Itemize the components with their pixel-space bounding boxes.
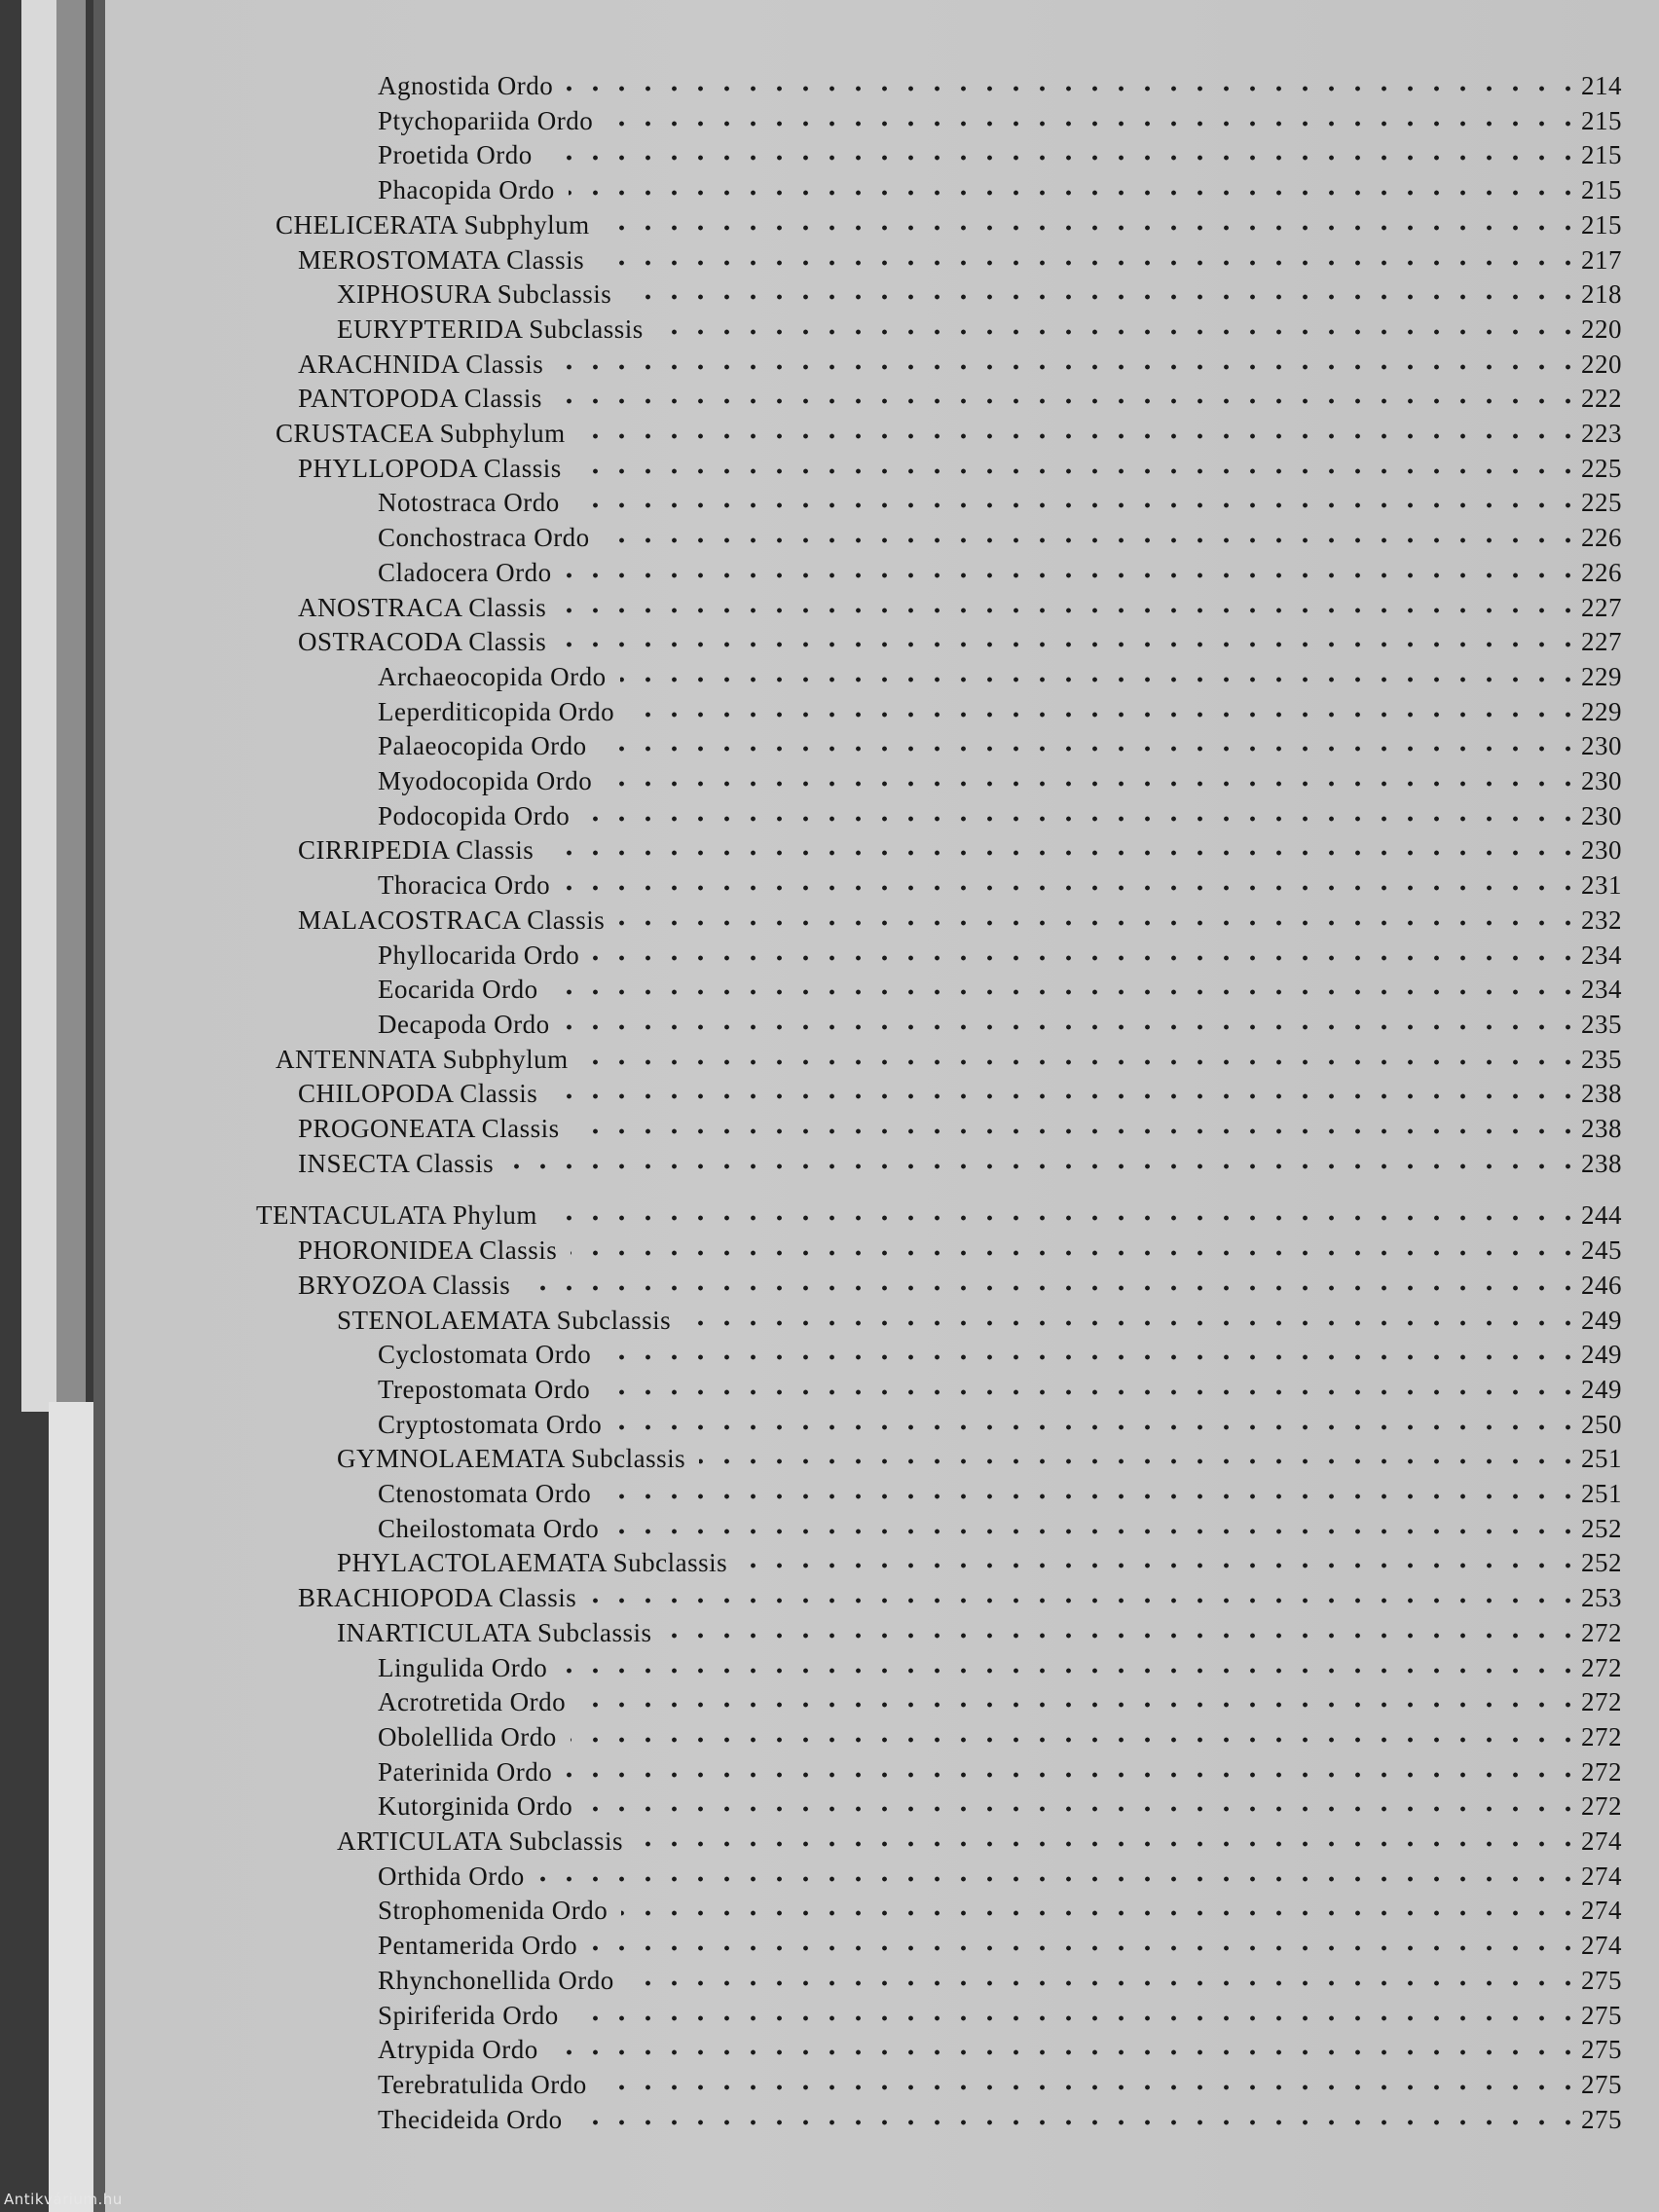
toc-entry bbox=[105, 1476, 1659, 1511]
toc-leader-dots bbox=[551, 1093, 1581, 1099]
toc-entry bbox=[105, 1111, 1659, 1146]
toc-leader-dots bbox=[615, 1424, 1581, 1430]
toc-entry bbox=[105, 590, 1659, 625]
toc-leader-dots bbox=[604, 537, 1581, 543]
toc-entry-title: Paterinida Ordo bbox=[378, 1756, 553, 1787]
toc-page-number: 244 bbox=[1581, 1200, 1622, 1231]
toc-leader-dots bbox=[538, 1876, 1581, 1882]
toc-page-number: 230 bbox=[1581, 835, 1622, 866]
toc-entry-title: PHYLLOPODA Classis bbox=[298, 453, 562, 483]
toc-entry-title: Decapoda Ordo bbox=[378, 1009, 550, 1039]
toc-entry bbox=[105, 2032, 1659, 2067]
toc-entry-title: INARTICULATA Subclassis bbox=[337, 1617, 652, 1647]
toc-leader-dots bbox=[590, 1598, 1581, 1604]
toc-page-number: 272 bbox=[1581, 1617, 1622, 1647]
toc-leader-dots bbox=[657, 329, 1581, 335]
toc-page-number: 274 bbox=[1581, 1896, 1622, 1926]
toc-entry bbox=[105, 347, 1659, 382]
toc-leader-dots bbox=[628, 712, 1581, 718]
toc-leader-dots bbox=[606, 781, 1581, 787]
toc-entry-title: ARTICULATA Subclassis bbox=[337, 1826, 623, 1856]
toc-entry-title: Ptychopariida Ordo bbox=[378, 105, 594, 135]
toc-leader-dots bbox=[612, 1529, 1581, 1534]
toc-entry-title: CHELICERATA Subphylum bbox=[276, 209, 590, 240]
toc-page-number: 275 bbox=[1581, 2069, 1622, 2099]
toc-page-number: 274 bbox=[1581, 1861, 1622, 1891]
toc-entry bbox=[105, 416, 1659, 451]
binding-strip bbox=[21, 0, 56, 1412]
toc-leader-dots bbox=[684, 1320, 1581, 1326]
toc-entry-title: Phacopida Ordo bbox=[378, 175, 555, 205]
toc-leader-dots bbox=[699, 1458, 1581, 1464]
toc-leader-dots bbox=[547, 850, 1581, 856]
toc-entry-title: ANTENNATA Subphylum bbox=[276, 1044, 569, 1074]
toc-page-number: 253 bbox=[1581, 1583, 1622, 1613]
toc-entry bbox=[105, 1580, 1659, 1615]
toc-page-number: 272 bbox=[1581, 1791, 1622, 1822]
toc-page-number: 252 bbox=[1581, 1548, 1622, 1578]
toc-leader-dots bbox=[524, 1285, 1581, 1291]
toc-entry-title: STENOLAEMATA Subclassis bbox=[337, 1305, 672, 1335]
toc-entry-title: Lingulida Ordo bbox=[378, 1652, 548, 1682]
toc-page-number: 275 bbox=[1581, 2000, 1622, 2030]
toc-leader-dots bbox=[607, 121, 1581, 127]
toc-entry bbox=[105, 68, 1659, 103]
toc-entry bbox=[105, 1198, 1659, 1233]
toc-entry-title: Trepostomata Ordo bbox=[378, 1374, 591, 1404]
toc-leader-dots bbox=[579, 433, 1581, 439]
toc-entry bbox=[105, 1511, 1659, 1546]
toc-page-number: 238 bbox=[1581, 1148, 1622, 1178]
toc-entry bbox=[105, 276, 1659, 312]
toc-entry-title: MEROSTOMATA Classis bbox=[298, 244, 585, 275]
toc-page-number: 246 bbox=[1581, 1270, 1622, 1300]
toc-page-number: 230 bbox=[1581, 766, 1622, 795]
toc-leader-dots bbox=[604, 1389, 1581, 1395]
toc-entry bbox=[105, 485, 1659, 520]
binding-strip bbox=[49, 1402, 93, 2212]
toc-entry bbox=[105, 1042, 1659, 1077]
toc-entry bbox=[105, 624, 1659, 659]
toc-leader-dots bbox=[572, 2015, 1581, 2021]
toc-entry-title: CRUSTACEA Subphylum bbox=[276, 419, 566, 448]
toc-page-number: 226 bbox=[1581, 557, 1622, 587]
toc-entry-title: Obolellida Ordo bbox=[378, 1721, 557, 1751]
toc-entry bbox=[105, 1545, 1659, 1580]
toc-page-number: 214 bbox=[1581, 71, 1622, 100]
toc-leader-dots bbox=[566, 572, 1581, 578]
toc-leader-dots bbox=[560, 642, 1581, 647]
toc-leader-dots bbox=[557, 364, 1581, 370]
toc-entry bbox=[105, 520, 1659, 555]
toc-entry-title: Phyllocarida Ordo bbox=[378, 940, 580, 970]
toc-leader-dots bbox=[605, 1493, 1581, 1499]
toc-entry-title: Ctenostomata Ordo bbox=[378, 1479, 592, 1508]
toc-page-number: 227 bbox=[1581, 592, 1622, 622]
toc-leader-dots bbox=[604, 225, 1581, 231]
toc-entry-title: INSECTA Classis bbox=[298, 1148, 495, 1178]
toc-page-number: 249 bbox=[1581, 1305, 1622, 1335]
toc-entry-title: CHILOPODA Classis bbox=[298, 1079, 538, 1109]
toc-entry-title: GYMNOLAEMATA Subclassis bbox=[337, 1444, 686, 1474]
toc-leader-dots bbox=[551, 1215, 1581, 1221]
toc-page-number: 229 bbox=[1581, 696, 1622, 726]
toc-page-number: 226 bbox=[1581, 523, 1622, 553]
toc-page-number: 272 bbox=[1581, 1652, 1622, 1682]
toc-entry-title: Podocopida Ordo bbox=[378, 800, 571, 830]
toc-entry bbox=[105, 903, 1659, 938]
toc-page-number: 238 bbox=[1581, 1079, 1622, 1109]
toc-leader-dots bbox=[569, 190, 1581, 196]
toc-page-number: 235 bbox=[1581, 1009, 1622, 1039]
toc-leader-dots bbox=[601, 746, 1581, 752]
toc-leader-dots bbox=[564, 1024, 1581, 1030]
toc-page-number: 230 bbox=[1581, 731, 1622, 761]
toc-page-number: 250 bbox=[1581, 1409, 1622, 1439]
toc-page-number: 231 bbox=[1581, 870, 1622, 901]
toc-leader-dots bbox=[637, 1841, 1581, 1847]
toc-page-number: 252 bbox=[1581, 1513, 1622, 1543]
toc-entry bbox=[105, 137, 1659, 172]
toc-leader-dots bbox=[598, 260, 1581, 266]
toc-entry-title: Atrypida Ordo bbox=[378, 2035, 538, 2065]
toc-page-number: 229 bbox=[1581, 661, 1622, 691]
toc-leader-dots bbox=[605, 1354, 1581, 1360]
binding-strip bbox=[93, 0, 105, 2212]
toc-entry bbox=[105, 832, 1659, 867]
toc-entry bbox=[105, 1233, 1659, 1268]
toc-entry bbox=[105, 172, 1659, 207]
toc-leader-dots bbox=[586, 1806, 1581, 1812]
toc-entry bbox=[105, 1788, 1659, 1824]
toc-page-number: 274 bbox=[1581, 1931, 1622, 1961]
toc-entry-title: PHYLACTOLAEMATA Subclassis bbox=[337, 1548, 728, 1578]
toc-page-number: 272 bbox=[1581, 1756, 1622, 1787]
toc-entry bbox=[105, 207, 1659, 242]
toc-entry-title: CIRRIPEDIA Classis bbox=[298, 835, 535, 866]
toc-entry-title: Myodocopida Ordo bbox=[378, 766, 593, 795]
toc-leader-dots bbox=[620, 677, 1581, 682]
toc-entry bbox=[105, 1372, 1659, 1407]
toc-entry-title: Palaeocopida Ordo bbox=[378, 731, 587, 761]
toc-entry-title: Archaeocopida Ordo bbox=[378, 661, 607, 691]
toc-page-number: 230 bbox=[1581, 800, 1622, 830]
toc-page-number: 272 bbox=[1581, 1687, 1622, 1717]
toc-entry bbox=[105, 1893, 1659, 1928]
toc-entry bbox=[105, 1754, 1659, 1789]
toc-leader-dots bbox=[628, 1980, 1581, 1986]
toc-entry-title: Cladocera Ordo bbox=[378, 557, 552, 587]
toc-leader-dots bbox=[573, 1128, 1581, 1134]
toc-leader-dots bbox=[741, 1563, 1581, 1568]
toc-leader-dots bbox=[573, 502, 1581, 508]
toc-leader-dots bbox=[621, 1910, 1581, 1916]
toc-entry-title: XIPHOSURA Subclassis bbox=[337, 279, 612, 310]
toc-entry bbox=[105, 972, 1659, 1007]
toc-entry-title: Rhynchonellida Ordo bbox=[378, 1965, 614, 1995]
toc-entry-title: TENTACULATA Phylum bbox=[256, 1200, 537, 1231]
toc-entry bbox=[105, 1268, 1659, 1303]
toc-entry bbox=[105, 1928, 1659, 1963]
toc-entry bbox=[105, 938, 1659, 973]
toc-entry bbox=[105, 1963, 1659, 1998]
toc-entry bbox=[105, 2102, 1659, 2137]
toc-entry bbox=[105, 1719, 1659, 1754]
toc-page-number: 215 bbox=[1581, 209, 1622, 240]
toc-entry-title: Strophomenida Ordo bbox=[378, 1896, 608, 1926]
toc-entry bbox=[105, 242, 1659, 277]
toc-leader-dots bbox=[546, 155, 1581, 161]
toc-leader-dots bbox=[579, 1702, 1581, 1708]
toc-page-number: 225 bbox=[1581, 488, 1622, 518]
toc-leader-dots bbox=[560, 608, 1581, 613]
toc-page-number: 275 bbox=[1581, 2104, 1622, 2134]
toc-page-number: 249 bbox=[1581, 1340, 1622, 1370]
toc-entry-title: BRACHIOPODA Classis bbox=[298, 1583, 577, 1613]
toc-page-number: 222 bbox=[1581, 384, 1622, 414]
toc-entry-title: ANOSTRACA Classis bbox=[298, 592, 547, 622]
toc-entry bbox=[105, 1684, 1659, 1719]
toc-leader-dots bbox=[571, 1250, 1581, 1256]
toc-entry bbox=[105, 555, 1659, 590]
toc-leader-dots bbox=[582, 1059, 1581, 1065]
toc-leader-dots bbox=[507, 1163, 1581, 1169]
toc-entry bbox=[105, 451, 1659, 486]
toc-leader-dots bbox=[665, 1633, 1581, 1639]
toc-leader-dots bbox=[567, 86, 1581, 92]
toc-page-number: 251 bbox=[1581, 1479, 1622, 1508]
toc-entry bbox=[105, 1337, 1659, 1372]
toc-entry bbox=[105, 1407, 1659, 1442]
watermark: Antikvárium.hu bbox=[4, 2191, 123, 2208]
toc-page-number: 234 bbox=[1581, 940, 1622, 970]
toc-entry bbox=[105, 1650, 1659, 1685]
toc-entry-title: OSTRACODA Classis bbox=[298, 627, 547, 657]
toc-leader-dots bbox=[601, 2084, 1581, 2090]
toc-page-number: 272 bbox=[1581, 1721, 1622, 1751]
toc-entry bbox=[105, 103, 1659, 138]
book-binding-edge bbox=[0, 0, 107, 2212]
toc-entry-title: Cryptostomata Ordo bbox=[378, 1409, 603, 1439]
toc-page-number: 275 bbox=[1581, 1965, 1622, 1995]
toc-entry bbox=[105, 312, 1659, 347]
toc-leader-dots bbox=[575, 468, 1581, 474]
toc-leader-dots bbox=[625, 294, 1581, 300]
toc-entry bbox=[105, 1998, 1659, 2033]
toc-entry-title: Notostraca Ordo bbox=[378, 488, 560, 518]
toc-leader-dots bbox=[593, 955, 1581, 961]
toc-page-number: 217 bbox=[1581, 244, 1622, 275]
toc-page-number: 232 bbox=[1581, 904, 1622, 935]
toc-page-number: 235 bbox=[1581, 1044, 1622, 1074]
toc-entry bbox=[105, 1303, 1659, 1338]
toc-entry bbox=[105, 798, 1659, 833]
toc-entry bbox=[105, 659, 1659, 694]
toc-entry-title: MALACOSTRACA Classis bbox=[298, 904, 606, 935]
toc-page-number: 218 bbox=[1581, 279, 1622, 310]
toc-entry-title: Spiriferida Ordo bbox=[378, 2000, 559, 2030]
toc-entry bbox=[105, 728, 1659, 763]
toc-entry-title: EURYPTERIDA Subclassis bbox=[337, 313, 644, 344]
toc-leader-dots bbox=[552, 2049, 1581, 2055]
toc-entry-title: Cyclostomata Ordo bbox=[378, 1340, 592, 1370]
toc-leader-dots bbox=[571, 1737, 1581, 1743]
toc-entry-title: Orthida Ordo bbox=[378, 1861, 525, 1891]
toc-entry bbox=[105, 1076, 1659, 1111]
toc-page-number: 225 bbox=[1581, 453, 1622, 483]
toc-page-number: 215 bbox=[1581, 105, 1622, 135]
toc-entry bbox=[105, 1441, 1659, 1476]
toc-page-number: 215 bbox=[1581, 175, 1622, 205]
toc-entry-title: Thoracica Ordo bbox=[378, 870, 551, 901]
toc-page-number: 238 bbox=[1581, 1114, 1622, 1143]
toc-page-number: 249 bbox=[1581, 1374, 1622, 1404]
toc-leader-dots bbox=[552, 989, 1581, 995]
toc-page-number: 220 bbox=[1581, 349, 1622, 379]
toc-entry bbox=[105, 1859, 1659, 1894]
toc-page-number: 274 bbox=[1581, 1826, 1622, 1856]
toc-page-number: 223 bbox=[1581, 419, 1622, 448]
toc-entry-title: BRYOZOA Classis bbox=[298, 1270, 511, 1300]
toc-entry-title: Eocarida Ordo bbox=[378, 975, 538, 1005]
toc-entry bbox=[105, 763, 1659, 798]
toc-entry-title: PHORONIDEA Classis bbox=[298, 1235, 558, 1266]
toc-entry-title: Pentamerida Ordo bbox=[378, 1931, 578, 1961]
toc-leader-dots bbox=[556, 398, 1581, 404]
toc-page-number: 251 bbox=[1581, 1444, 1622, 1474]
toc-leader-dots bbox=[591, 1945, 1581, 1951]
toc-entry-title: Thecideida Ordo bbox=[378, 2104, 563, 2134]
toc-entry bbox=[105, 1824, 1659, 1859]
toc-entry bbox=[105, 381, 1659, 416]
book-page bbox=[105, 0, 1659, 2212]
toc-leader-dots bbox=[566, 1772, 1581, 1778]
toc-entry bbox=[105, 1615, 1659, 1650]
toc-page-number: 220 bbox=[1581, 313, 1622, 344]
toc-entry-title: Conchostraca Ordo bbox=[378, 523, 590, 553]
toc-entry-title: Leperditicopida Ordo bbox=[378, 696, 615, 726]
toc-page-number: 215 bbox=[1581, 140, 1622, 170]
toc-entry-title: Terebratulida Ordo bbox=[378, 2069, 587, 2099]
toc-page-number: 227 bbox=[1581, 627, 1622, 657]
toc-entry bbox=[105, 1007, 1659, 1042]
toc-entry-title: Acrotretida Ordo bbox=[378, 1687, 567, 1717]
toc-entry-title: PROGONEATA Classis bbox=[298, 1114, 560, 1143]
toc-entry bbox=[105, 694, 1659, 729]
toc-leader-dots bbox=[583, 816, 1581, 822]
toc-entry-title: Proetida Ordo bbox=[378, 140, 533, 170]
toc-entry-title: PANTOPODA Classis bbox=[298, 384, 542, 414]
toc-entry bbox=[105, 867, 1659, 903]
toc-entry-title: Kutorginida Ordo bbox=[378, 1791, 573, 1822]
toc-leader-dots bbox=[618, 920, 1581, 926]
toc-entry-title: Agnostida Ordo bbox=[378, 71, 554, 100]
toc-page-number: 245 bbox=[1581, 1235, 1622, 1266]
toc-page-number: 275 bbox=[1581, 2035, 1622, 2065]
toc-leader-dots bbox=[561, 1668, 1581, 1674]
toc-entry bbox=[105, 2067, 1659, 2102]
toc-entry-title: Cheilostomata Ordo bbox=[378, 1513, 600, 1543]
toc-leader-dots bbox=[576, 2120, 1581, 2125]
toc-page-number: 234 bbox=[1581, 975, 1622, 1005]
toc-entry bbox=[105, 1146, 1659, 1181]
toc-entry-title: ARACHNIDA Classis bbox=[298, 349, 544, 379]
toc-leader-dots bbox=[564, 885, 1581, 891]
